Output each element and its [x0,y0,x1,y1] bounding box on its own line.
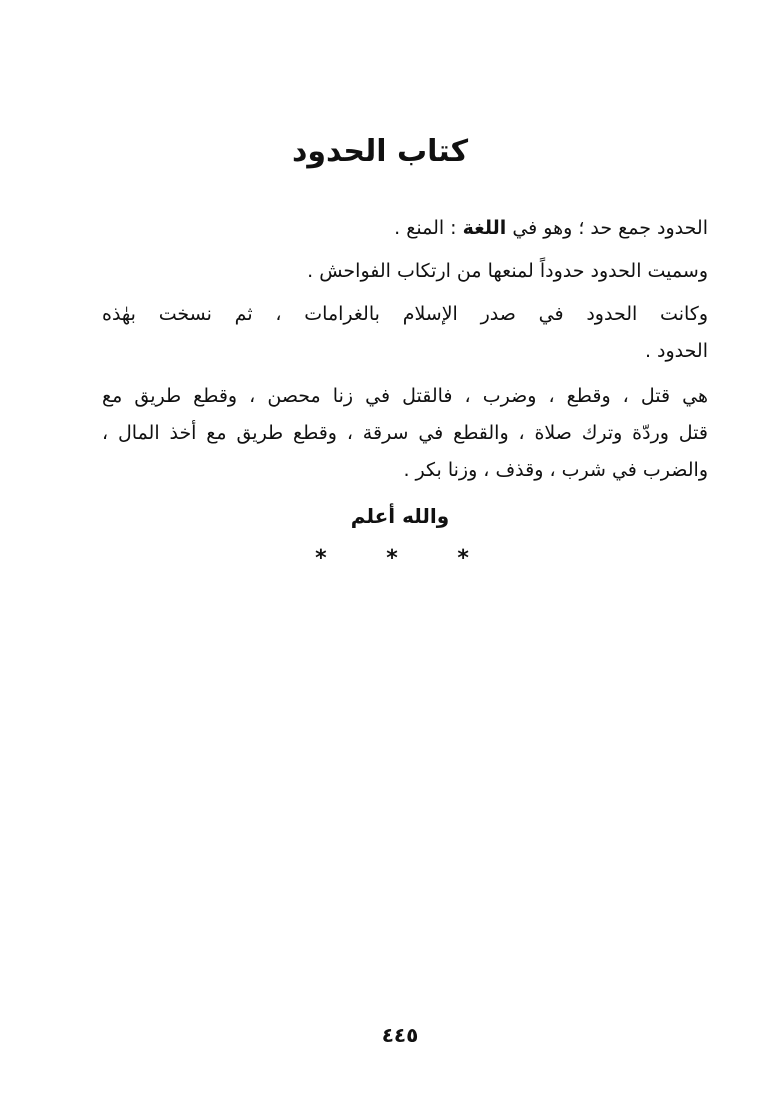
paragraph-naming: وسميت الحدود حدوداً لمنعها من ارتكاب الفواحش . [307,260,708,282]
paragraph-history-line-2: الحدود . [644,340,708,362]
definition-tail: : المنع . [394,217,463,239]
paragraph-history-line-1: وكانت الحدود في صدر الإسلام بالغرامات ، ثم نسخت بهٰذه [102,303,708,325]
chapter-title: كتاب الحدود [291,134,469,169]
section-separator: * * * [315,546,495,571]
definition-term: اللغة [462,217,507,239]
definition-lead: الحدود جمع حد ؛ وهو في [506,217,708,239]
paragraph-types-line-2: قتل وردّة وترك صلاة ، والقطع في سرقة ، وقطع طريق مع أخذ المال ، [102,422,708,444]
paragraph-types-line-1: هي قتل ، وقطع ، وضرب ، فالقتل في زنا محصن ، وقطع طريق مع [102,385,708,407]
page-number: ٤٤٥ [381,1023,419,1047]
closing-phrase: والله أعلم [350,504,450,528]
paragraph-definition [394,210,708,246]
paragraph-types-line-3: والضرب في شرب ، وقذف ، وزنا بكر . [403,459,708,481]
